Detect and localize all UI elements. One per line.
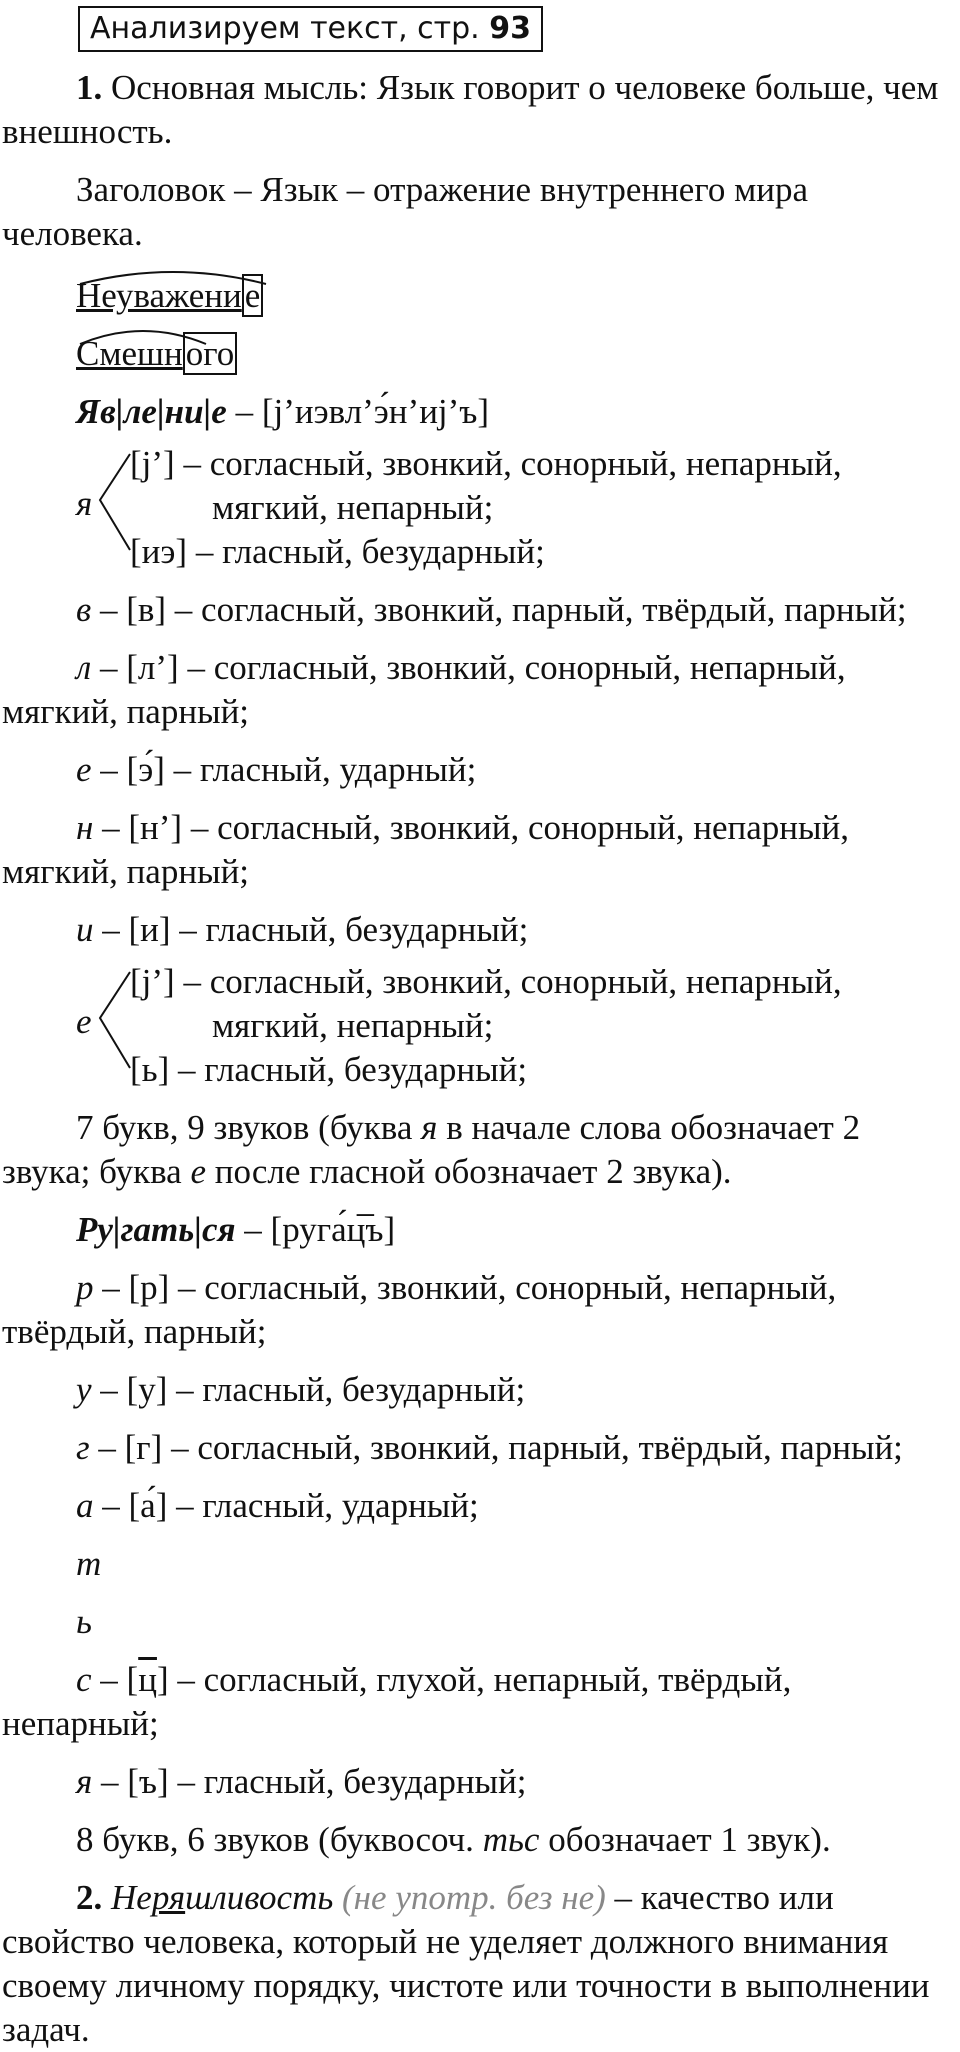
main-idea-text: Основная мысль: Язык говорит о человеке больше, чем внешность.	[2, 68, 939, 151]
branch-e-1-cont: мягкий, непарный;	[212, 1006, 494, 1045]
branch-e-letter: е	[76, 1002, 92, 1041]
letter-u: у	[76, 1370, 92, 1409]
word2-summary	[2, 1818, 952, 1862]
line-v	[2, 588, 952, 632]
title-line: Заголовок – Язык – отражение внутреннего мира человека.	[2, 170, 808, 253]
line-ya-text: – [ъ] – гласный, безударный;	[92, 1762, 527, 1801]
branch-e-bracket	[98, 968, 132, 1078]
letter-e: е	[76, 750, 92, 789]
word2-trans-b: ъ]	[365, 1210, 396, 1249]
line-s-a: – [	[91, 1660, 139, 1699]
line-r-text: – [р] – согласный, звонкий, сонорный, непарный, твёрдый, парный;	[2, 1268, 837, 1351]
word2-heading	[2, 1208, 952, 1252]
line-u	[2, 1368, 952, 1412]
root-1: Неуважени	[76, 276, 242, 315]
line-t	[2, 1542, 952, 1586]
word1-summary-c: после гласной обозначает 2 звука).	[206, 1152, 732, 1191]
word2-summary-b: обозначает 1 звук).	[539, 1820, 831, 1859]
word1-heading	[2, 390, 952, 434]
word2-summary-tis: тьс	[482, 1820, 540, 1859]
letter-g: г	[76, 1428, 90, 1467]
letter-l: л	[76, 648, 92, 687]
line-u-text: – [у] – гласный, безударный;	[91, 1370, 526, 1409]
line-i	[2, 908, 952, 952]
task2-word	[111, 1878, 333, 1917]
branch-ya-letter: я	[76, 484, 93, 523]
line-g	[2, 1426, 952, 1470]
line-n-text: – [н’] – согласный, звонкий, сонорный, непарный, мягкий, парный;	[2, 808, 850, 891]
branch-ya	[2, 442, 952, 574]
letter-v: в	[76, 590, 92, 629]
line-g-text: – [г] – согласный, звонкий, парный, твёрдый, парный;	[89, 1428, 903, 1467]
word2-trans-ts: ц̅	[346, 1210, 366, 1249]
main-idea	[2, 66, 952, 154]
section-header	[78, 6, 543, 52]
word2-summary-a: 8 букв, 6 звуков (буквосоч.	[76, 1820, 483, 1859]
letter-n: н	[76, 808, 94, 847]
word1-transcription: – [j’иэвл’э́н’иj’ъ]	[226, 392, 490, 431]
line-l-text: – [л’] – согласный, звонкий, сонорный, непарный, мягкий, парный;	[2, 648, 846, 731]
morpheme-word-1	[2, 274, 952, 318]
line-soft-sign	[2, 1600, 952, 1644]
line-a-text: – [а́] – гласный, ударный;	[93, 1486, 479, 1525]
morpheme-block-1	[76, 274, 263, 318]
word1-summary-b: в начале слова обозначает 2 звука; буква	[2, 1108, 861, 1191]
branch-ya-bracket	[98, 450, 132, 560]
word1-summary-e: е	[190, 1152, 207, 1191]
task2-word-pre: Не	[111, 1878, 152, 1917]
line-n	[2, 806, 952, 894]
word1-summary-a: 7 букв, 9 звуков (буква	[76, 1108, 422, 1147]
line-v-text: – [в] – согласный, звонкий, парный, твёрдый, парный;	[91, 590, 907, 629]
letter-s: с	[76, 1660, 92, 1699]
line-l	[2, 646, 952, 734]
task1-number: 1.	[76, 68, 103, 107]
task2-text: – качество или свойство человека, который не уделяет должного внимания своему личному порядку, чистоте или точности в выполнении задач.	[2, 1878, 930, 2049]
task2-word-underlined: ря	[151, 1878, 186, 1917]
line-e	[2, 748, 952, 792]
task2-paragraph	[2, 1876, 952, 2052]
branch-ya-2: [иэ] – гласный, безударный;	[130, 532, 545, 571]
task2-note: (не употр. без не)	[342, 1878, 606, 1917]
task2-number: 2.	[76, 1878, 103, 1917]
line-s	[2, 1658, 952, 1746]
line-a	[2, 1484, 952, 1528]
letter-a: а	[76, 1486, 94, 1525]
line-e-text: – [э́] – гласный, ударный;	[91, 750, 477, 789]
ending-box-2: ого	[183, 332, 237, 375]
header-label: Анализируем текст, стр.	[90, 11, 480, 46]
letter-ya: я	[76, 1762, 93, 1801]
branch-e	[2, 960, 952, 1092]
branch-e-2: [ь] – гласный, безударный;	[130, 1050, 528, 1089]
header-page-number: 93	[489, 11, 532, 46]
task2-word-post: шливость	[185, 1878, 334, 1917]
branch-e-1: [j’] – согласный, звонкий, сонорный, непарный,	[130, 962, 842, 1001]
letter-t: т	[76, 1544, 102, 1583]
letter-r: р	[76, 1268, 94, 1307]
branch-ya-1: [j’] – согласный, звонкий, сонорный, непарный,	[130, 444, 842, 483]
letter-i: и	[76, 910, 94, 949]
word1-word: Яв|ле|ни|е	[76, 392, 227, 431]
word2-word: Ру|гать|ся	[76, 1210, 236, 1249]
line-ya	[2, 1760, 952, 1804]
branch-ya-1-cont: мягкий, непарный;	[212, 488, 494, 527]
ending-box-1: е	[242, 274, 264, 317]
word1-summary	[2, 1106, 952, 1194]
morpheme-word-2	[2, 332, 952, 376]
morpheme-block-2	[76, 332, 237, 376]
line-s-b: ] – согласный, глухой, непарный, твёрдый, непарный;	[2, 1660, 792, 1743]
word2-trans-a: – [руга́	[235, 1210, 347, 1249]
line-r	[2, 1266, 952, 1354]
page	[2, 0, 952, 2052]
word1-summary-ya: я	[421, 1108, 438, 1147]
line-s-ts: ц	[138, 1660, 157, 1699]
line-i-text: – [и] – гласный, безударный;	[93, 910, 529, 949]
root-2: Смешн	[76, 334, 183, 373]
letter-soft-sign: ь	[76, 1602, 92, 1641]
